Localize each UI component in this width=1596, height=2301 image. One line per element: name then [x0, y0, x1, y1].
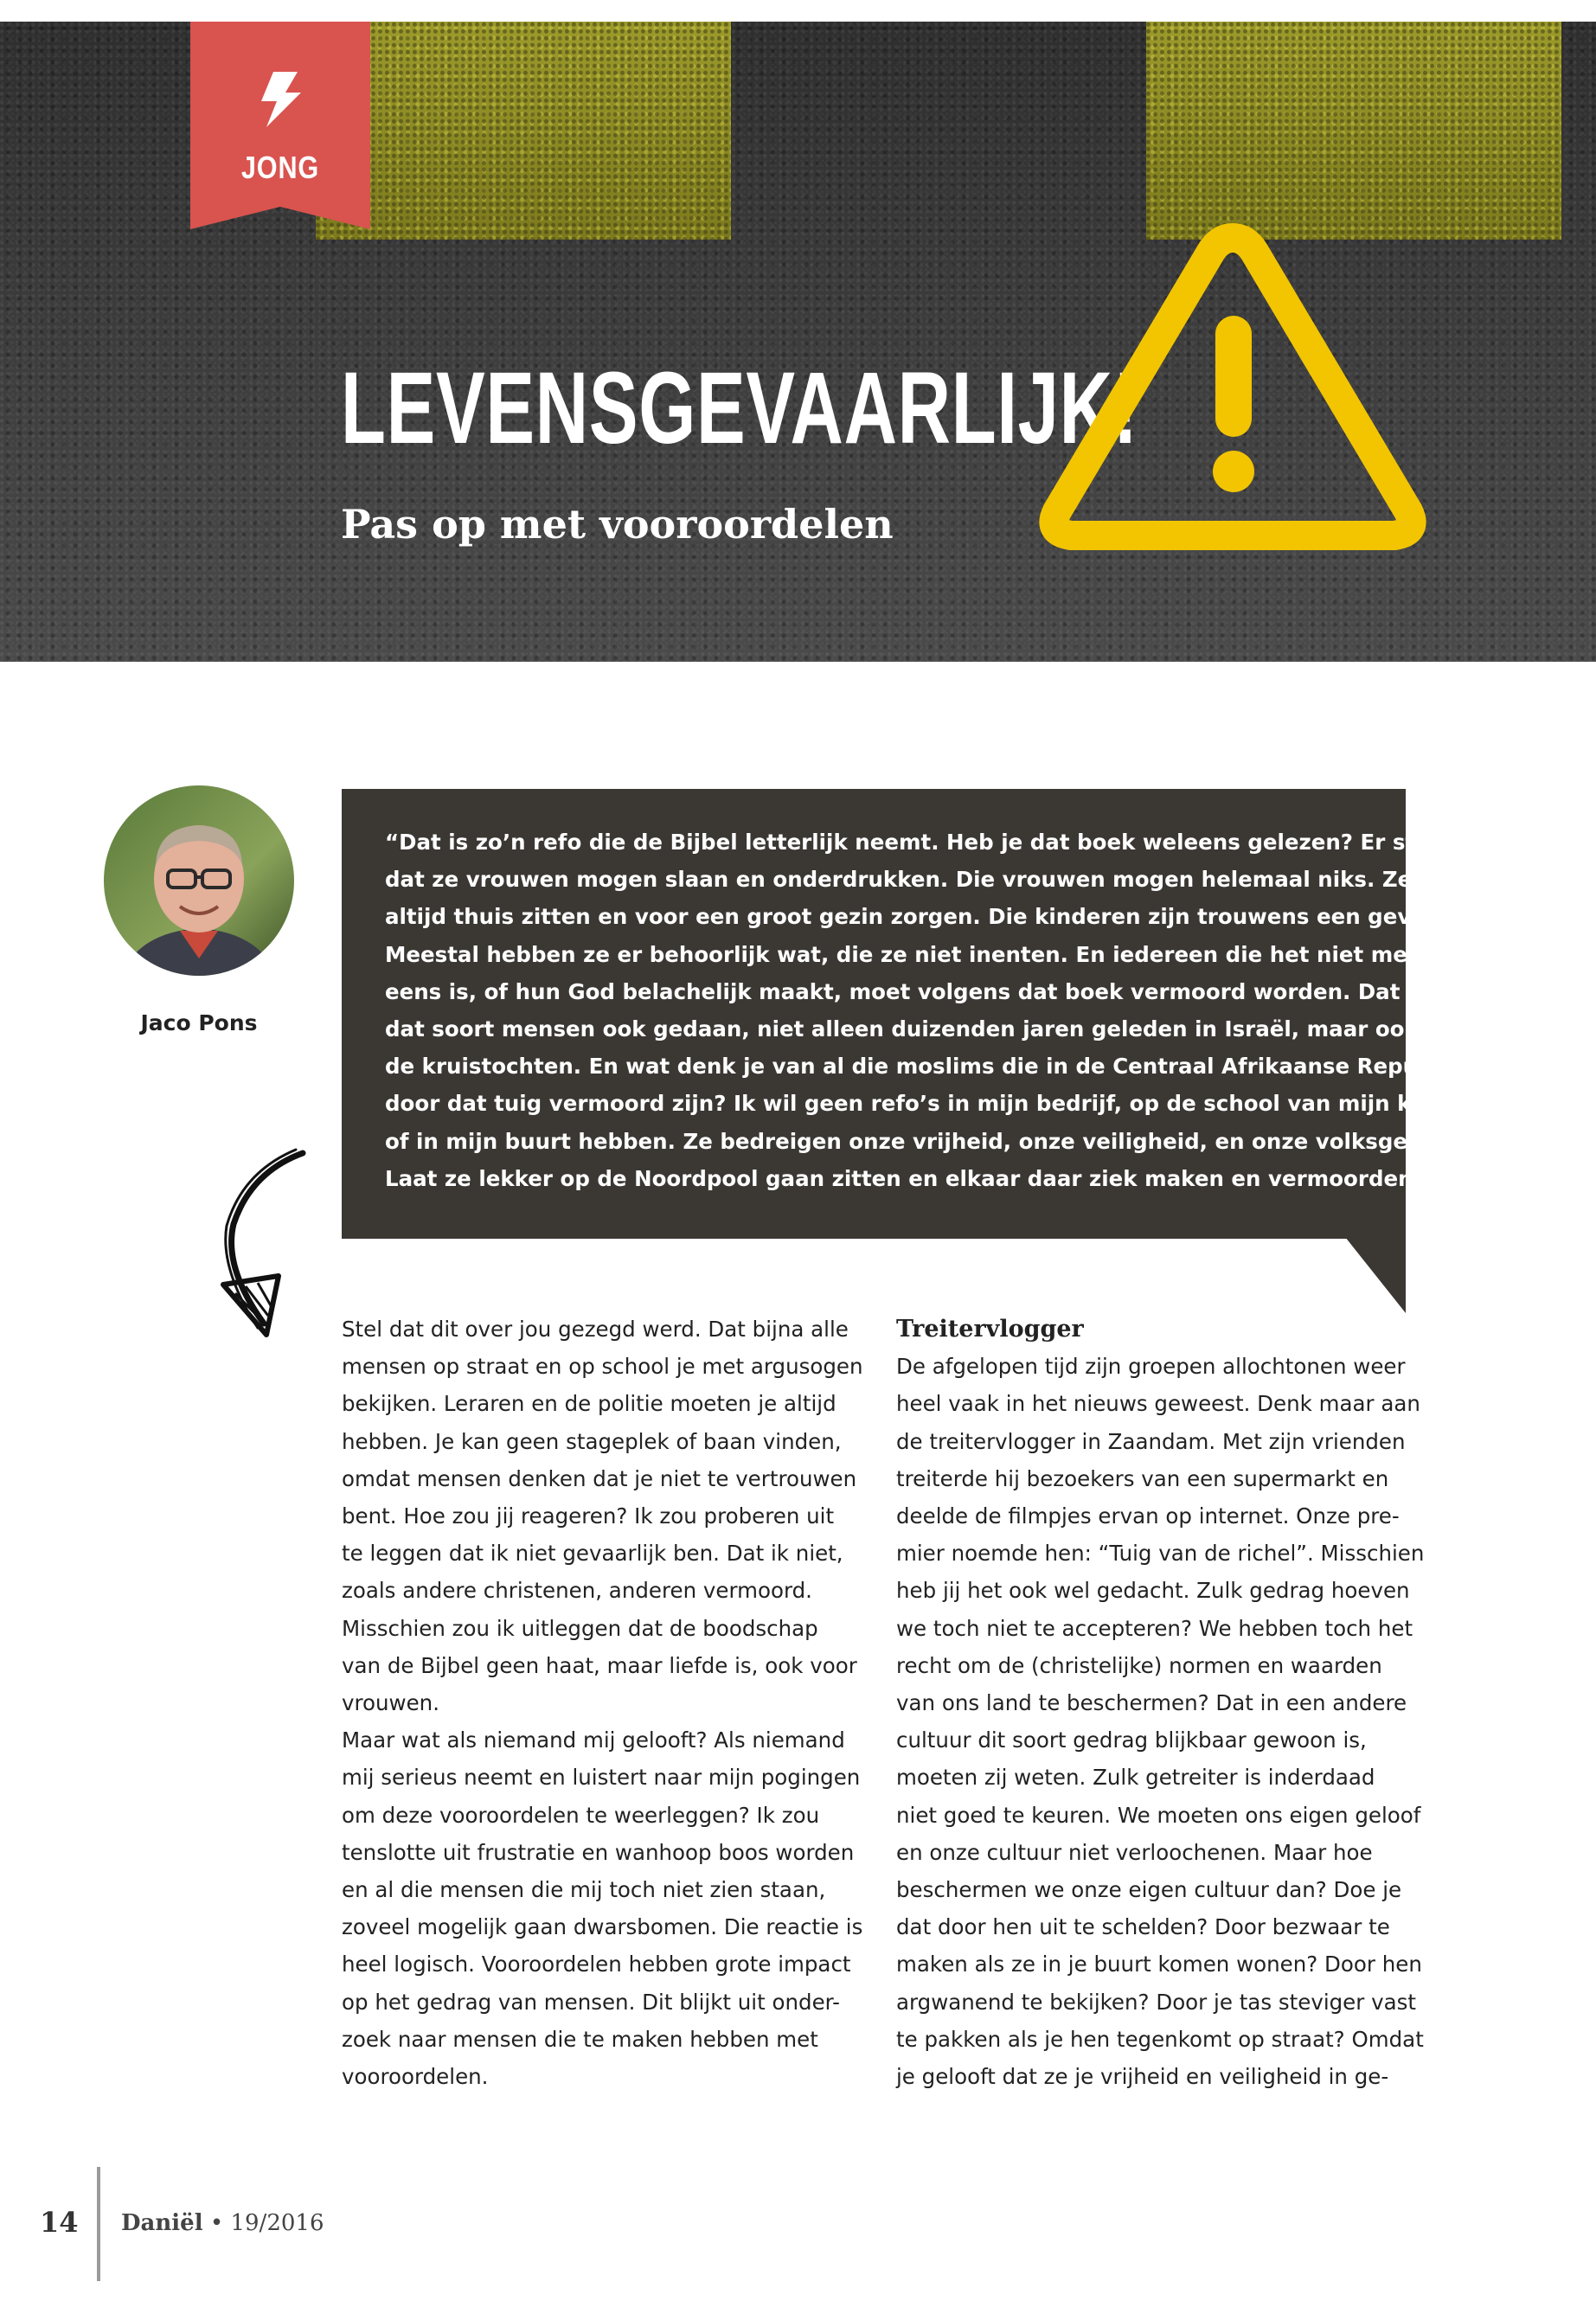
author-name: Jaco Pons	[140, 1010, 258, 1035]
section-badge	[190, 22, 370, 229]
body-line: argwanend te bekijken? Door je tas steviger vast	[896, 1989, 1416, 2015]
quote-line: “Dat is zo’n refo die de Bijbel letterlijk neemt. Heb je dat boek weleens gelezen? Er staat in	[385, 830, 1484, 855]
road-marking-left	[316, 22, 731, 240]
body-column-right	[896, 1311, 1425, 2095]
page-number: 14	[40, 2206, 79, 2239]
body-line: beschermen we onze eigen cultuur dan? Doe je	[896, 1877, 1402, 1903]
footer-divider	[97, 2167, 100, 2281]
body-line: en al die mensen die mij toch niet zien staan,	[342, 1877, 826, 1903]
quote-line: Laat ze lekker op de Noordpool gaan zitten en elkaar daar ziek maken en vermoorden!”	[385, 1165, 1437, 1191]
publication-info	[121, 2210, 324, 2236]
body-line: Maar wat als niemand mij gelooft? Als niemand	[342, 1727, 845, 1753]
quote-line: dat ze vrouwen mogen slaan en onderdrukken. Die vrouwen mogen helemaal niks. Ze moeten	[385, 867, 1510, 893]
body-line: te pakken als je hen tegenkomt op straat? Omdat	[896, 2026, 1424, 2052]
body-line: bent. Hoe zou jij reageren? Ik zou proberen uit	[342, 1503, 835, 1529]
body-line: Misschien zou ik uitleggen dat de boodschap	[342, 1615, 818, 1641]
body-line: De afgelopen tijd zijn groepen allochtonen weer	[896, 1354, 1406, 1380]
author-photo	[104, 785, 294, 976]
quote-line: altijd thuis zitten en voor een groot gezin zorgen. Die kinderen zijn trouwens een geval apart.	[385, 904, 1513, 930]
warning-triangle-icon	[1038, 219, 1427, 565]
body-line: van ons land te beschermen? Dat in een andere	[896, 1690, 1407, 1716]
body-line: maken als ze in je buurt komen wonen? Door hen	[896, 1952, 1422, 1977]
body-line: cultuur dit soort gedrag blijkbaar gewoon is,	[896, 1727, 1367, 1753]
body-line: treiterde hij bezoekers van een supermarkt en	[896, 1465, 1389, 1491]
section-label: JONG	[240, 150, 320, 185]
quote-line: de kruistochten. En wat denk je van al die moslims die in de Centraal Afrikaanse Republiek	[385, 1054, 1477, 1080]
body-line: zoveel mogelijk gaan dwarsbomen. Die reactie is	[342, 1914, 863, 1940]
body-line: mier noemde hen: “Tuig van de richel”. Misschien	[896, 1541, 1425, 1567]
body-line: heel logisch. Vooroordelen hebben grote impact	[342, 1952, 851, 1977]
body-line: de treitervlogger in Zaandam. Met zijn vrienden	[896, 1428, 1406, 1454]
body-line: hebben. Je kan geen stageplek of baan vinden,	[342, 1428, 842, 1454]
body-line: niet goed te keuren. We moeten ons eigen geloof	[896, 1802, 1421, 1828]
body-line: mij serieus neemt en luistert naar mijn pogingen	[342, 1765, 861, 1791]
body-line: recht om de (christelijke) normen en waarden	[896, 1652, 1382, 1678]
quote-line: door dat tuig vermoord zijn? Ik wil geen refo’s in mijn bedrijf, op de school van mijn kinderen	[385, 1091, 1503, 1117]
curved-arrow-icon	[216, 1146, 311, 1345]
quote-line: Meestal hebben ze er behoorlijk wat, die ze niet inenten. En iedereen die het niet met hen	[385, 941, 1470, 967]
body-line: om deze vooroordelen te weerleggen? Ik zou	[342, 1802, 820, 1828]
body-line: moeten zij weten. Zulk getreiter is inderdaad	[896, 1765, 1375, 1791]
quote-line: eens is, of hun God belachelijk maakt, moet volgens dat boek vermoord worden. Dat hebben	[385, 978, 1497, 1004]
quote-line: of in mijn buurt hebben. Ze bedreigen onze vrijheid, onze veiligheid, en onze volksgezondheid.	[385, 1128, 1525, 1154]
body-line: je gelooft dat ze je vrijheid en veiligheid in ge-	[896, 2064, 1389, 2090]
body-line: van de Bijbel geen haat, maar liefde is, ook voor	[342, 1652, 857, 1678]
body-line: vrouwen.	[342, 1690, 439, 1716]
road-marking-right	[1146, 22, 1561, 240]
body-line: op het gedrag van mensen. Dit blijkt uit onder-	[342, 1989, 841, 2015]
body-line: bekijken. Leraren en de politie moeten je altijd	[342, 1391, 836, 1417]
quote-box	[342, 789, 1525, 1239]
body-line: we toch niet te accepteren? We hebben toch het	[896, 1615, 1413, 1641]
footer-separator: •	[209, 2210, 224, 2236]
section-heading: Treitervlogger	[896, 1316, 1084, 1343]
quote-text	[385, 824, 1525, 1197]
body-column-left	[342, 1311, 861, 2095]
publication-name: Daniël	[121, 2210, 203, 2236]
body-line: Stel dat dit over jou gezegd werd. Dat bijna alle	[342, 1317, 849, 1342]
body-line: vooroordelen.	[342, 2064, 489, 2090]
body-line: zoals andere christenen, anderen vermoord.	[342, 1578, 812, 1604]
top-margin	[0, 0, 1596, 22]
body-line: en onze cultuur niet verloochenen. Maar hoe	[896, 1839, 1373, 1865]
body-line: tenslotte uit frustratie en wanhoop boos worden	[342, 1839, 855, 1865]
quote-line: dat soort mensen ook gedaan, niet alleen duizenden jaren geleden in Israël, maar ook tijdens	[385, 1016, 1509, 1042]
body-line: mensen op straat en op school je met argusogen	[342, 1354, 863, 1380]
lightning-bolt-icon	[256, 72, 304, 127]
article-title: LEVENSGEVAARLIJK!	[341, 351, 1138, 465]
article-subtitle: Pas op met vooroordelen	[341, 501, 894, 548]
body-line: heb jij het ook wel gedacht. Zulk gedrag hoeven	[896, 1578, 1410, 1604]
body-line: te leggen dat ik niet gevaarlijk ben. Dat ik niet,	[342, 1541, 843, 1567]
body-line: omdat mensen denken dat je niet te vertrouwen	[342, 1465, 857, 1491]
body-line: heel vaak in het nieuws geweest. Denk maar aan	[896, 1391, 1420, 1417]
body-line: zoek naar mensen die te maken hebben met	[342, 2026, 818, 2052]
body-line: deelde de filmpjes ervan op internet. Onze pre-	[896, 1503, 1400, 1529]
speech-bubble-tail	[1345, 1237, 1406, 1313]
issue-number: 19/2016	[230, 2210, 324, 2236]
body-line: dat door hen uit te schelden? Door bezwaar te	[896, 1914, 1390, 1940]
